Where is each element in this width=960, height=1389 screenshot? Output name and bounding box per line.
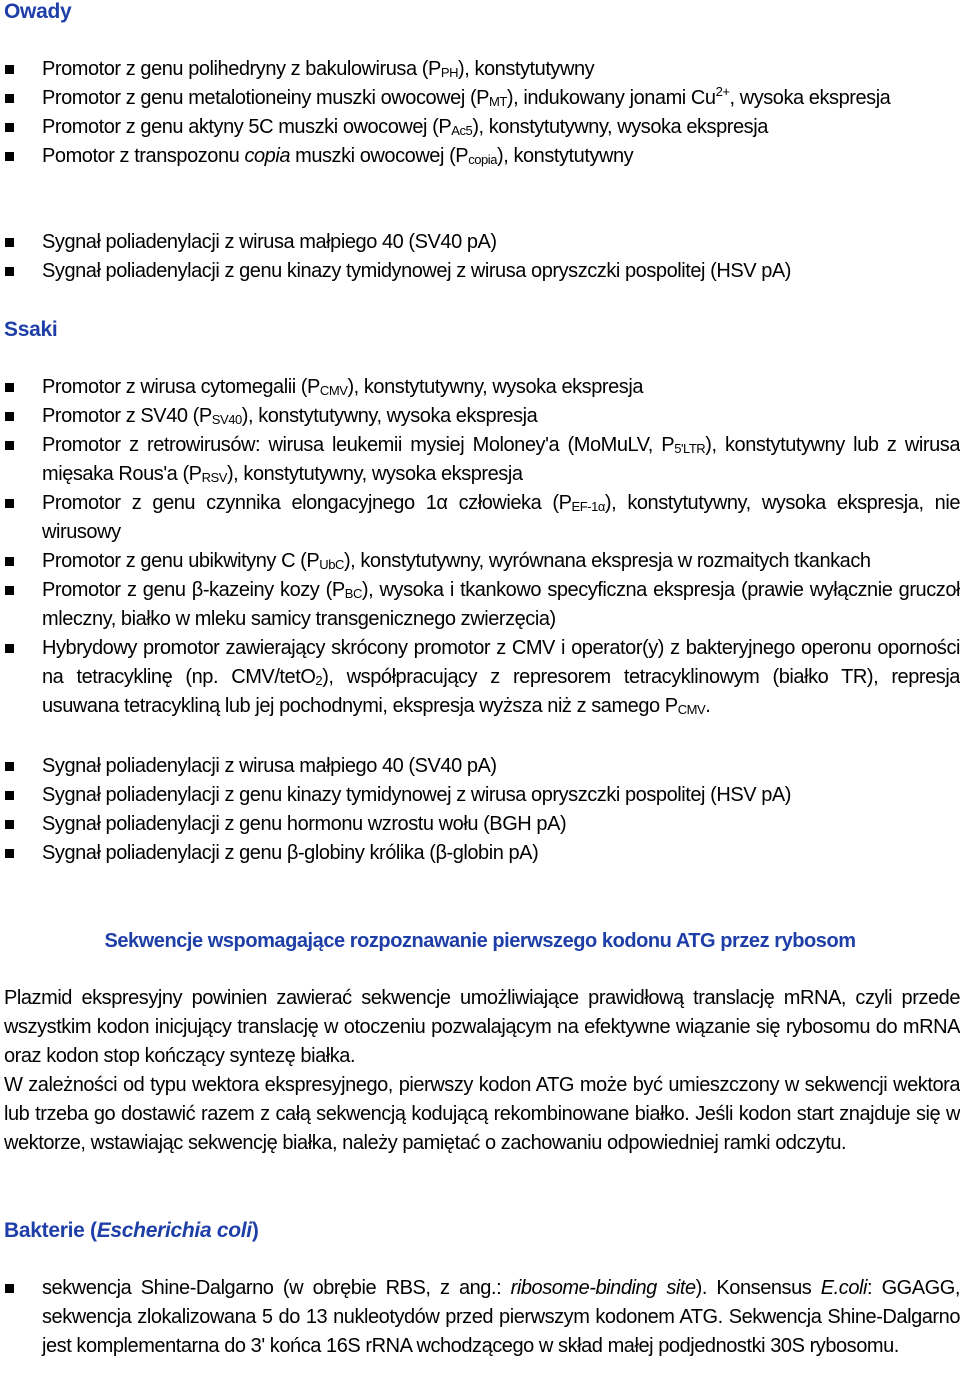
square-bullet-icon (5, 791, 14, 800)
bakterie-list (0, 1274, 960, 1361)
square-bullet-icon (5, 152, 14, 161)
list-item: Pomotor z transpozonu copia muszki owocowej $(P_{copia})$, konstytutywny (0, 142, 960, 171)
square-bullet-icon (5, 820, 14, 829)
list-item: Sygnał poliadenylacji z genu hormonu wzrostu wołu (BGH pA) (0, 810, 960, 839)
square-bullet-icon (5, 849, 14, 858)
square-bullet-icon (5, 412, 14, 421)
list-item: Sygnał poliadenylacji z wirusa małpiego 40 (SV40 pA) (0, 228, 960, 257)
square-bullet-icon (5, 557, 14, 566)
list-item: Promotor z wirusa cytomegalii $(P_{CMV})$, konstytutywny, wysoka ekspresja (0, 373, 960, 402)
list-item: Sygnał poliadenylacji z genu kinazy tymidynowej z wirusa opryszczki pospolitej (HSV pA) (0, 781, 960, 810)
square-bullet-icon (5, 1284, 14, 1293)
square-bullet-icon (5, 644, 14, 653)
square-bullet-icon (5, 238, 14, 247)
square-bullet-icon (5, 94, 14, 103)
heading-ssaki: Ssaki (4, 318, 58, 341)
ssaki-signal-list (0, 752, 960, 868)
heading-bakterie: Bakterie (Escherichia coli) (4, 1219, 259, 1242)
square-bullet-icon (5, 499, 14, 508)
square-bullet-icon (5, 586, 14, 595)
list-item: Hybrydowy promotor zawierający skrócony promotor z CMV i operator(y) z bakteryjnego operonu oporności na tetracyklinę (np. CMV/tetO$_2$), współpracujący z represorem tetracyklinowym (białko TR), represja usuwana tetracykliną lub jej pochodnymi, ekspresja wyższa niż z samego $P_{CMV}$. (0, 634, 960, 721)
list-item: Promotor z genu czynnika elongacyjnego 1α człowieka $(P_{EF-1\alpha})$, konstytutywny, wysoka ekspresja, nie wirusowy (0, 489, 960, 547)
paragraph-plazmid: Plazmid ekspresyjny powinien zawierać sekwencje umożliwiające prawidłową translację mRNA, czyli przede wszystkim kodon inicjujący translację w otoczeniu pozwalającym na efektywne wiązanie się rybosomu do mRNA oraz kodon stop kończący syntezę białka. (4, 987, 960, 1067)
list-item: Promotor z retrowirusów: wirusa leukemii mysiej Moloney'a (MoMuLV, $P_{5'LTR}$), konstytutywny lub z wirusa mięsaka Rous'a $(P_{RSV})$, konstytutywny, wysoka ekspresja (0, 431, 960, 489)
square-bullet-icon (5, 383, 14, 392)
list-item: Promotor z genu ubikwityny C $(P_{UbC})$, konstytutywny, wyrównana ekspresja w rozmaitych tkankach (0, 547, 960, 576)
list-item: Promotor z SV40 $(P_{SV40})$, konstytutywny, wysoka ekspresja (0, 402, 960, 431)
owady-promoter-list (0, 55, 960, 171)
heading-owady: Owady (4, 0, 72, 23)
owady-signal-list (0, 228, 960, 286)
list-item: Promotor z genu metalotioneiny muszki owocowej $(P_{MT})$, indukowany jonami $Cu^{2+}$, wysoka ekspresja (0, 84, 960, 113)
square-bullet-icon (5, 123, 14, 132)
list-item: Sygnał poliadenylacji z genu kinazy tymidynowej z wirusa opryszczki pospolitej (HSV pA) (0, 257, 960, 286)
square-bullet-icon (5, 441, 14, 450)
ssaki-promoter-list (0, 373, 960, 721)
list-item: Promotor z genu aktyny 5C muszki owocowej $(P_{Ac5})$, konstytutywny, wysoka ekspresja (0, 113, 960, 142)
square-bullet-icon (5, 65, 14, 74)
paragraph-atg: W zależności od typu wektora ekspresyjnego, pierwszy kodon ATG może być umieszczony w sekwencji wektora lub trzeba go dostawić razem z całą sekwencją kodującą rekombinowane białko. Jeśli kodon start znajduje się w wektorze, wstawiając sekwencję białka, należy pamiętać o zachowaniu odpowiedniej ramki odczytu. (4, 1074, 960, 1154)
square-bullet-icon (5, 762, 14, 771)
square-bullet-icon (5, 267, 14, 276)
list-item: Promotor z genu polihedryny z bakulowirusa $(P_{PH})$, konstytutywny (0, 55, 960, 84)
heading-sekwencje: Sekwencje wspomagające rozpoznawanie pierwszego kodonu ATG przez rybosom (104, 930, 856, 952)
list-item: Sygnał poliadenylacji z wirusa małpiego 40 (SV40 pA) (0, 752, 960, 781)
list-item: Sygnał poliadenylacji z genu β-globiny królika (β-globin pA) (0, 839, 960, 868)
list-item: Promotor z genu β-kazeiny kozy $(P_{BC})$, wysoka i tkankowo specyficzna ekspresja (prawie wyłącznie gruczoł mleczny, białko w mleku samicy transgenicznego zwierzęcia) (0, 576, 960, 634)
list-item: sekwencja Shine-Dalgarno (w obrębie RBS, z ang.: ribosome-binding site). Konsensus E.coli: GGAGG, sekwencja zlokalizowana 5 do 13 nukleotydów przed pierwszym kodonem ATG. Sekwencja Shine-Dalgarno jest komplementarna do 3' końca 16S rRNA wchodzącego w skład małej podjednostki 30S rybosomu. (0, 1274, 960, 1361)
